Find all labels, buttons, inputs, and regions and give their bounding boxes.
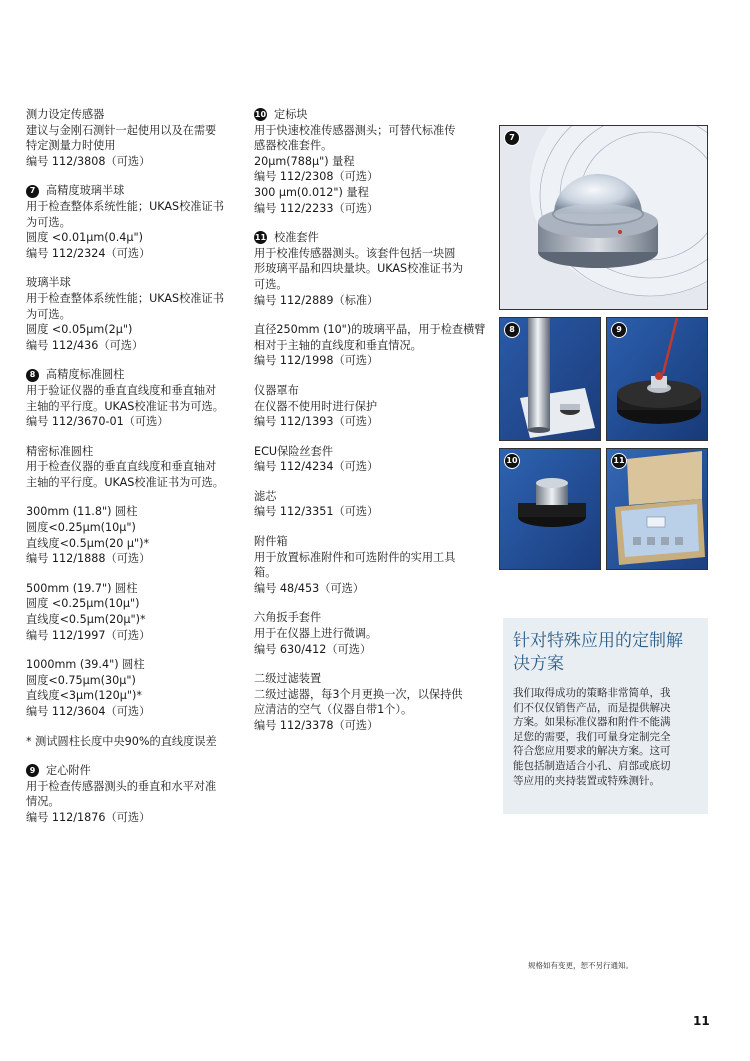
entry-text: 为可选。 bbox=[26, 307, 71, 321]
entry-text: 用于检查仪器的垂直直线度和垂直轴对 bbox=[26, 460, 217, 474]
part-number: 编号 112/4234（可选） bbox=[254, 460, 379, 474]
left-column bbox=[26, 107, 246, 840]
entry-text: 特定测量力时使用 bbox=[26, 139, 116, 153]
entry-title-text: 定标块 bbox=[274, 108, 308, 121]
entry-text: 建议与金刚石测针一起使用以及在需要 bbox=[26, 123, 217, 137]
entry-text: 用于检查整体系统性能；UKAS校准证书 bbox=[26, 291, 224, 305]
entry-spec: 直线度<0.5μm(20μ")* bbox=[26, 613, 146, 627]
photo-11 bbox=[606, 448, 708, 570]
entry-spec: 直线度<3μm(120μ")* bbox=[26, 689, 143, 703]
entry-text: 相对于主轴的直线度和垂直情况。 bbox=[254, 338, 422, 352]
photo-label-7: 7 bbox=[504, 130, 520, 146]
entry-text: 用于校准传感器测头。该套件包括一块圆 bbox=[254, 246, 456, 260]
entry-text: 用于检查整体系统性能；UKAS校准证书 bbox=[26, 199, 224, 213]
part-number: 编号 112/3808（可选） bbox=[26, 154, 151, 168]
entry-spec: 圆度 <0.01μm(0.4μ") bbox=[26, 231, 144, 245]
entry-text: 主轴的平行度。UKAS校准证书为可选。 bbox=[26, 399, 224, 413]
glass-hemisphere-photo-icon bbox=[500, 126, 707, 309]
photo-8 bbox=[499, 317, 601, 441]
entry-text: 情况。 bbox=[26, 795, 60, 809]
cylinder-500-entry bbox=[26, 581, 246, 643]
entry-title: 1000mm (39.4") 圆柱 bbox=[26, 658, 145, 672]
entry-title-text: 校准套件 bbox=[274, 231, 319, 245]
part-number: 编号 112/2324（可选） bbox=[26, 246, 151, 260]
custom-solutions-box bbox=[503, 618, 708, 814]
part-number: 编号 112/436（可选） bbox=[26, 338, 144, 352]
straightness-footnote bbox=[26, 734, 246, 750]
body-line: 们不仅仅销售产品，而是提供解决 bbox=[513, 701, 671, 714]
entry-text: 可选。 bbox=[254, 277, 288, 291]
part-number: 编号 48/453（可选） bbox=[254, 581, 365, 595]
part-number: 编号 112/2233（可选） bbox=[254, 201, 379, 215]
entry-title: 300mm (11.8") 圆柱 bbox=[26, 505, 138, 519]
entry-text: 为可选。 bbox=[26, 215, 71, 229]
calibration-block-entry bbox=[254, 107, 482, 216]
entry-text: 直径250mm (10")的玻璃平晶，用于检查横臂 bbox=[254, 323, 486, 337]
cylinder-300-entry bbox=[26, 504, 246, 566]
entry-title: 精密标准圆柱 bbox=[26, 444, 94, 458]
number-10-icon: 10 bbox=[254, 108, 267, 121]
entry-text: 主轴的平行度。UKAS校准证书为可选。 bbox=[26, 475, 224, 489]
entry-text: 用于放置标准附件和可选附件的实用工具 bbox=[254, 550, 456, 564]
middle-column bbox=[254, 107, 486, 748]
secondary-filter-entry bbox=[254, 671, 482, 733]
body-line: 我们取得成功的策略非常简单，我 bbox=[513, 687, 671, 699]
entry-spec: 圆度<0.25μm(10μ") bbox=[26, 521, 136, 535]
entry-text: 箱。 bbox=[254, 566, 277, 580]
entry-text: 感器校准套件。 bbox=[254, 139, 333, 153]
precision-standard-cylinder-entry bbox=[26, 367, 246, 429]
specification-notice: 规格如有变更，恕不另行通知。 bbox=[528, 961, 633, 970]
body-line: 等应用的夹持装置或特殊测针。 bbox=[513, 774, 660, 787]
part-number: 编号 112/3604（可选） bbox=[26, 705, 151, 718]
part-number: 编号 112/3670-01（可选） bbox=[26, 415, 169, 429]
entry-spec: 圆度 <0.25μm(10μ") bbox=[26, 597, 140, 611]
photo-label-9: 9 bbox=[611, 322, 627, 338]
entry-title bbox=[26, 763, 246, 779]
part-number: 编号 112/1997（可选） bbox=[26, 628, 151, 642]
entry-spec: 300 μm(0.012") 量程 bbox=[254, 185, 369, 199]
entry-title: 附件箱 bbox=[254, 535, 288, 549]
entry-text: 形玻璃平晶和四块量块。UKAS校准证书为 bbox=[254, 262, 464, 276]
entry-text: 用于检查传感器测头的垂直和水平对准 bbox=[26, 779, 217, 793]
entry-text: 用于验证仪器的垂直直线度和垂直轴对 bbox=[26, 383, 217, 397]
photo-9 bbox=[606, 317, 708, 441]
part-number: 编号 112/1876（可选） bbox=[26, 810, 151, 824]
entry-text: 应清洁的空气（仪器自带1个）。 bbox=[254, 703, 413, 717]
entry-title-text: 定心附件 bbox=[46, 764, 91, 778]
part-number: 编号 112/1888（可选） bbox=[26, 552, 151, 566]
part-number: 编号 630/412（可选） bbox=[254, 642, 372, 656]
custom-solutions-title bbox=[513, 630, 703, 676]
entry-spec: 20μm(788μ") 量程 bbox=[254, 154, 355, 168]
entry-title: 六角扳手套件 bbox=[254, 611, 322, 625]
footnote-text: * 测试圆柱长度中央90%的直线度误差 bbox=[26, 734, 217, 748]
part-number: 编号 112/1998（可选） bbox=[254, 354, 379, 368]
entry-title: 滤芯 bbox=[254, 489, 277, 503]
entry-spec: 直线度<0.5μm(20 μ")* bbox=[26, 536, 150, 550]
body-line: 能包括制造适合小孔、肩部或底切 bbox=[513, 759, 671, 772]
entry-title: 500mm (19.7") 圆柱 bbox=[26, 581, 138, 595]
entry-title: 仪器罩布 bbox=[254, 383, 299, 397]
hex-wrench-kit-entry bbox=[254, 610, 482, 657]
number-8-icon: 8 bbox=[26, 369, 39, 382]
entry-text: 用于快速校准传感器测头；可替代标准传 bbox=[254, 123, 456, 137]
calibration-kit-entry bbox=[254, 230, 482, 308]
standard-cylinder-entry bbox=[26, 444, 246, 491]
entry-title: ECU保险丝套件 bbox=[254, 444, 334, 458]
entry-title-text: 高精度玻璃半球 bbox=[46, 184, 125, 198]
part-number: 编号 112/3351（可选） bbox=[254, 505, 379, 519]
photo-7 bbox=[499, 125, 708, 310]
body-line: 足您的需要，我们可量身定制完全 bbox=[513, 730, 671, 743]
number-11-icon: 11 bbox=[254, 231, 267, 244]
entry-title-text: 高精度标准圆柱 bbox=[46, 368, 125, 382]
entry-title bbox=[26, 183, 246, 199]
photo-label-10: 10 bbox=[504, 453, 520, 469]
entry-spec: 圆度<0.75μm(30μ") bbox=[26, 673, 136, 687]
glass-hemisphere-entry bbox=[26, 275, 246, 353]
entry-title: 测力设定传感器 bbox=[26, 108, 105, 121]
photo-10 bbox=[499, 448, 601, 570]
entry-spec: 圆度 <0.05μm(2μ") bbox=[26, 323, 133, 337]
entry-title bbox=[254, 230, 482, 246]
cylinder-1000-entry bbox=[26, 657, 246, 719]
entry-title bbox=[26, 367, 246, 383]
entry-title bbox=[254, 107, 482, 123]
entry-text: 用于在仪器上进行微调。 bbox=[254, 627, 378, 641]
photo-label-8: 8 bbox=[504, 322, 520, 338]
glass-flat-entry bbox=[254, 322, 486, 369]
ecu-fuse-kit-entry bbox=[254, 444, 482, 475]
entry-title: 二级过滤装置 bbox=[254, 672, 322, 686]
accessory-case-entry bbox=[254, 534, 482, 596]
force-sensor-entry bbox=[26, 107, 246, 169]
number-9-icon: 9 bbox=[26, 764, 39, 777]
body-line: 符合您应用要求的解决方案。这可 bbox=[513, 745, 671, 758]
entry-text: 在仪器不使用时进行保护 bbox=[254, 399, 378, 413]
part-number: 编号 112/2308（可选） bbox=[254, 170, 379, 184]
dust-cover-entry bbox=[254, 383, 482, 430]
part-number: 编号 112/2889（标准） bbox=[254, 293, 379, 307]
filter-element-entry bbox=[254, 489, 482, 520]
part-number: 编号 112/1393（可选） bbox=[254, 415, 379, 429]
photo-label-11: 11 bbox=[611, 453, 627, 469]
custom-solutions-body bbox=[513, 686, 701, 788]
title-line-2: 决方案 bbox=[513, 654, 564, 674]
entry-text: 二级过滤器，每3个月更换一次，以保持供 bbox=[254, 687, 463, 701]
entry-title: 玻璃半球 bbox=[26, 276, 71, 290]
precision-glass-hemisphere-entry bbox=[26, 183, 246, 261]
body-line: 方案。如果标准仪器和附件不能满 bbox=[513, 716, 671, 729]
number-7-icon: 7 bbox=[26, 185, 39, 198]
centering-accessory-entry bbox=[26, 763, 246, 825]
page-number: 11 bbox=[693, 1014, 710, 1028]
part-number: 编号 112/3378（可选） bbox=[254, 719, 379, 732]
title-line-1: 针对特殊应用的定制解 bbox=[513, 631, 683, 651]
